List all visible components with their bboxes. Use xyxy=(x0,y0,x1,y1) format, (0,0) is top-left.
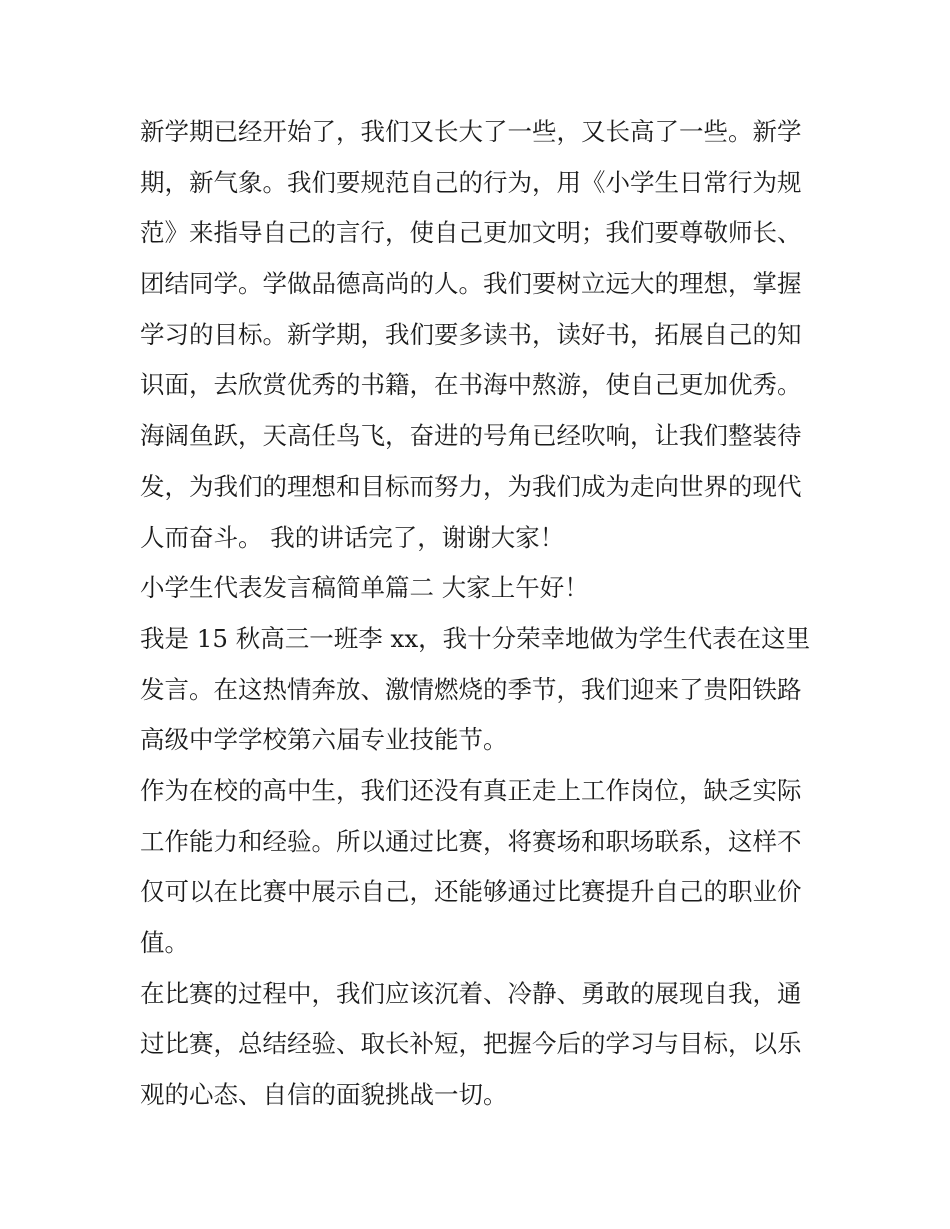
text-line-20: 观的心态、自信的面貌挑战一切。 xyxy=(140,1080,508,1110)
text-line-18: 在比赛的过程中，我们应该沉着、冷静、勇敢的展现自我，通 xyxy=(140,978,802,1008)
text-line-12: 发言。在这热情奔放、激情燃烧的季节，我们迎来了贵阳铁路 xyxy=(140,674,802,704)
text-line-7: 海阔鱼跃，天高任鸟飞，奋进的号角已经吹响，让我们整装待 xyxy=(140,421,802,451)
text-line-13: 高级中学学校第六届专业技能节。 xyxy=(140,725,508,755)
text-line-8: 发，为我们的理想和目标而努力，为我们成为走向世界的现代 xyxy=(140,471,802,501)
text-line-4: 团结同学。学做品德高尚的人。我们要树立远大的理想，掌握 xyxy=(140,269,802,299)
text-line-6: 识面，去欣赏优秀的书籍，在书海中熬游，使自己更加优秀。 xyxy=(140,370,802,400)
document-body xyxy=(140,107,820,1121)
text-line-19: 过比赛，总结经验、取长补短，把握今后的学习与目标，以乐 xyxy=(140,1029,802,1059)
text-line-5: 学习的目标。新学期，我们要多读书，读好书，拓展自己的知 xyxy=(140,319,802,349)
text-line-2: 期，新气象。我们要规范自己的行为，用《小学生日常行为规 xyxy=(140,167,802,197)
text-line-15: 工作能力和经验。所以通过比赛，将赛场和职场联系，这样不 xyxy=(140,826,802,856)
text-line-11: 我是 15 秋高三一班李 xx，我十分荣幸地做为学生代表在这里 xyxy=(140,623,811,653)
text-line-9: 人而奋斗。 我的讲话完了，谢谢大家！ xyxy=(140,522,565,552)
text-line-14: 作为在校的高中生，我们还没有真正走上工作岗位，缺乏实际 xyxy=(140,775,802,805)
text-line-16: 仅可以在比赛中展示自己，还能够通过比赛提升自己的职业价 xyxy=(140,877,802,907)
text-line-3: 范》来指导自己的言行，使自己更加文明；我们要尊敬师长、 xyxy=(140,218,802,248)
text-line-1: 新学期已经开始了，我们又长大了一些，又长高了一些。新学 xyxy=(140,117,802,146)
text-line-17: 值。 xyxy=(140,928,189,957)
section-heading: 小学生代表发言稿简单篇二 大家上午好！ xyxy=(140,573,589,603)
